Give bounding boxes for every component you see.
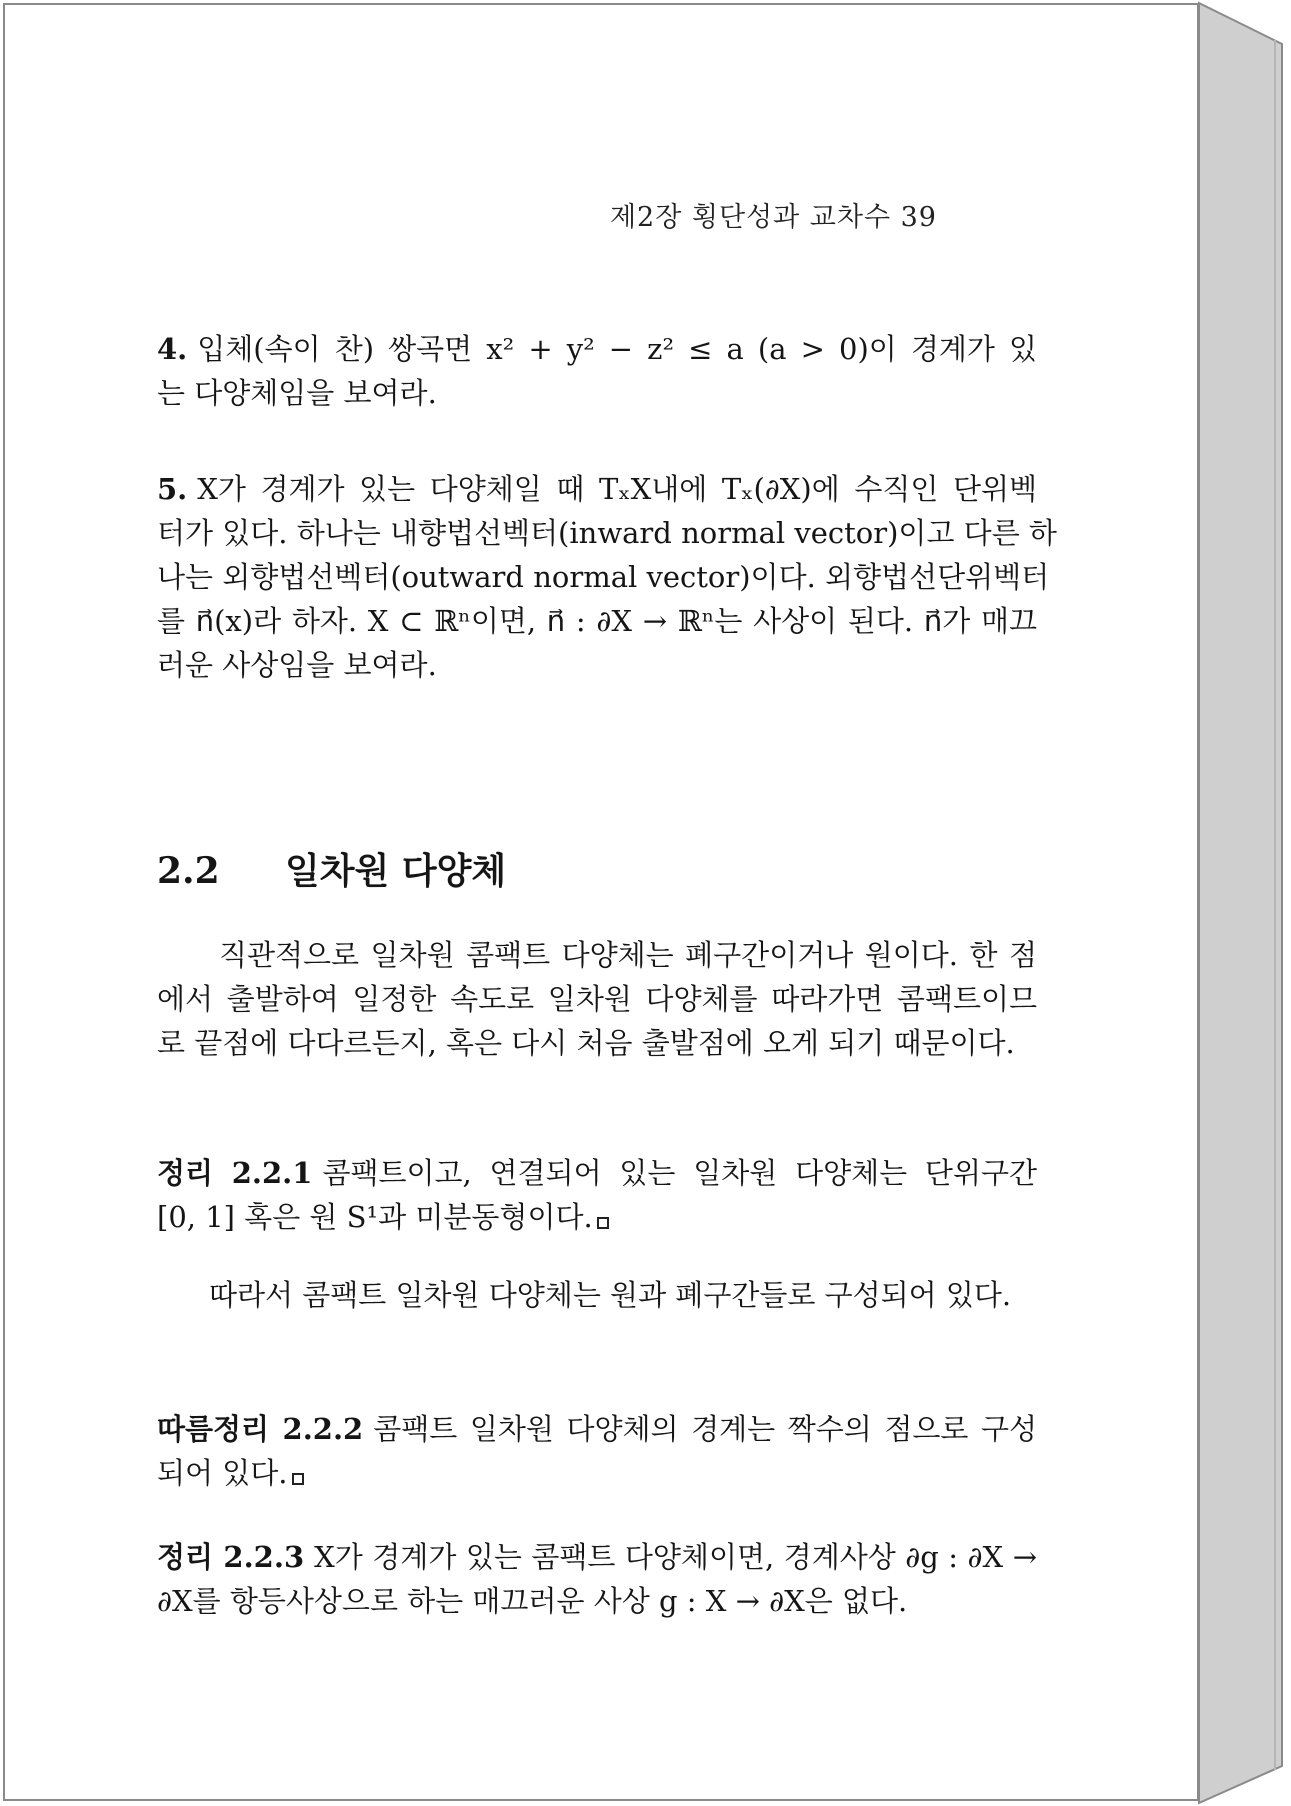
intro-paragraph xyxy=(157,933,1037,1065)
theorem-label: 정리 2.2.1 xyxy=(157,1156,313,1190)
exercise-5-line-3: 나는 외향법선벡터(outward normal vector)이다. 외향법선단위벡터 xyxy=(157,560,1050,594)
qed-box-icon xyxy=(597,1217,609,1229)
intro-line-1: 직관적으로 일차원 콤팩트 다양체는 폐구간이거나 원이다. 한 점 xyxy=(219,938,1037,972)
book-page xyxy=(3,3,1199,1801)
theorem-line-1 xyxy=(157,1535,1037,1579)
theorem-label: 정리 2.2.3 xyxy=(157,1540,305,1574)
exercise-5-line-4: 를 n⃗(x)라 하자. X ⊂ ℝⁿ이면, n⃗ : ∂X → ℝⁿ는 사상이 된다. n⃗가 매끄 xyxy=(157,604,1037,638)
exercise-4-line-2: 는 다양체임을 보여라. xyxy=(157,376,437,410)
corollary-line-1 xyxy=(157,1407,1037,1451)
section-title: 일차원 다양체 xyxy=(285,850,507,892)
intro-line-3: 로 끝점에 다다르든지, 혹은 다시 처음 출발점에 오게 되기 때문이다. xyxy=(157,1026,1015,1060)
exercise-4 xyxy=(157,327,1037,415)
theorem-text: [0, 1] 혹은 원 S¹과 미분동형이다. xyxy=(157,1200,593,1234)
section-number: 2.2 xyxy=(157,850,220,892)
exercise-number: 5. xyxy=(157,472,188,506)
remark-paragraph: 따라서 콤팩트 일차원 다양체는 원과 폐구간들로 구성되어 있다. xyxy=(209,1278,1012,1312)
theorem-text: X가 경계가 있는 콤팩트 다양체이면, 경계사상 ∂g : ∂X → xyxy=(314,1540,1037,1574)
exercise-5 xyxy=(157,467,1057,687)
intro-line-2: 에서 출발하여 일정한 속도로 일차원 다양체를 따라가면 콤팩트이므 xyxy=(157,982,1037,1016)
exercise-4-line-1 xyxy=(157,327,1037,371)
theorem-line-1 xyxy=(157,1151,1037,1195)
running-head: 제2장 횡단성과 교차수 39 xyxy=(609,202,937,233)
theorem-line-2: ∂X를 항등사상으로 하는 매끄러운 사상 g : X → ∂X은 없다. xyxy=(157,1584,908,1618)
exercise-text: X가 경계가 있는 다양체일 때 TₓX내에 Tₓ(∂X)에 수직인 단위벡 xyxy=(197,472,1037,506)
theorem-text: 콤팩트이고, 연결되어 있는 일차원 다양체는 단위구간 xyxy=(322,1156,1037,1190)
exercise-number: 4. xyxy=(157,332,188,366)
theorem-2-2-1 xyxy=(157,1151,1037,1239)
theorem-line-2 xyxy=(157,1195,1037,1239)
section-heading xyxy=(157,843,506,894)
theorem-2-2-3 xyxy=(157,1535,1037,1623)
qed-box-icon xyxy=(292,1473,304,1485)
corollary-text: 콤팩트 일차원 다양체의 경계는 짝수의 점으로 구성 xyxy=(373,1412,1037,1446)
exercise-5-line-1 xyxy=(157,467,1037,511)
corollary-line-2 xyxy=(157,1451,1037,1495)
corollary-text: 되어 있다. xyxy=(157,1456,288,1490)
corollary-2-2-2 xyxy=(157,1407,1037,1495)
exercise-text: 입체(속이 찬) 쌍곡면 x² + y² − z² ≤ a (a > 0)이 경계가 있 xyxy=(197,332,1037,366)
exercise-5-line-2: 터가 있다. 하나는 내향법선벡터(inward normal vector)이고 다른 하 xyxy=(157,516,1057,550)
corollary-label: 따름정리 2.2.2 xyxy=(157,1412,364,1446)
exercise-5-line-5: 러운 사상임을 보여라. xyxy=(157,648,437,682)
